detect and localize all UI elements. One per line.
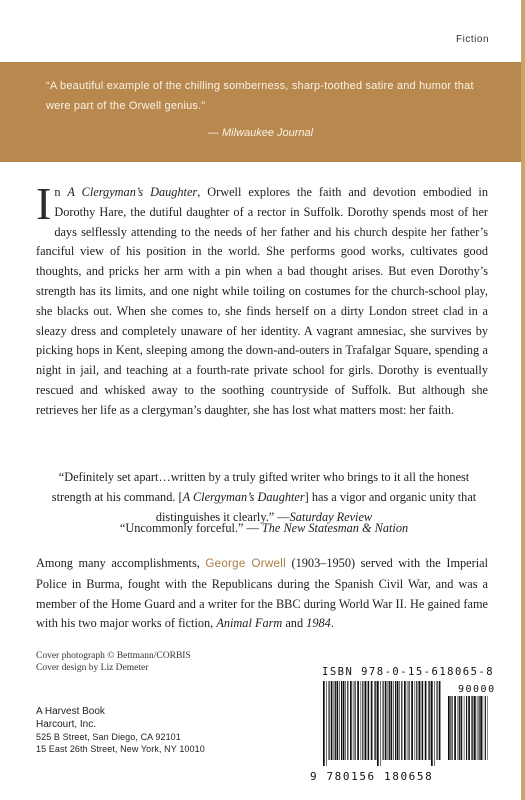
barcode-bar bbox=[357, 681, 359, 760]
barcode-bar bbox=[393, 681, 394, 760]
barcode-bar bbox=[474, 696, 476, 760]
barcode-bar bbox=[388, 681, 389, 760]
quote1-part2: ] has a vigor and organic unity that distinguishes it clearly.” — bbox=[155, 489, 477, 524]
review-quote-new-statesman bbox=[44, 519, 484, 539]
genre-label: Fiction bbox=[456, 34, 489, 45]
barcode-bar bbox=[389, 681, 390, 760]
barcode-bar bbox=[488, 696, 489, 760]
barcode-bar bbox=[362, 681, 363, 760]
barcode-bar bbox=[339, 681, 340, 760]
drop-cap: I bbox=[36, 178, 52, 229]
barcode-bar bbox=[464, 696, 465, 760]
barcode-bar bbox=[480, 696, 482, 760]
barcode-bar bbox=[368, 681, 369, 760]
barcode-bar bbox=[391, 681, 393, 760]
quote2-text: “Uncommonly forceful.” — bbox=[119, 521, 259, 535]
barcode-bar bbox=[483, 696, 484, 760]
barcode-bar bbox=[407, 681, 408, 760]
barcode-bar bbox=[466, 696, 467, 760]
quote1-source: Saturday Review bbox=[289, 509, 373, 524]
bio-work-1984: 1984 bbox=[306, 616, 331, 631]
barcode-bar bbox=[411, 681, 413, 760]
barcode-bar bbox=[365, 681, 367, 760]
author-bio bbox=[36, 554, 488, 634]
barcode-bar bbox=[334, 681, 335, 760]
barcode-bar bbox=[429, 681, 430, 760]
bio-work-animal-farm: Animal Farm bbox=[216, 616, 283, 631]
barcode-bar bbox=[419, 681, 421, 760]
barcode-bar bbox=[377, 681, 379, 766]
quote1-title: A Clergyman’s Daughter bbox=[182, 489, 305, 504]
barcode-bar bbox=[485, 696, 486, 760]
barcode-bar bbox=[397, 681, 399, 760]
bio-and: and bbox=[282, 616, 307, 631]
synopsis-text: , Orwell explores the faith and devotion embodied in Dorothy Hare, the dutiful daughter of a rector in Suffolk. Dorothy spends most of her days selflessly attending to the needs of her father and his church despite her father’s fanciful view of his position in the world. She performs good works, cultivates good thoughts, and pricks her arm with a pin when a bad thought arises. But even Dorothy’s strength has its limits, and one night while toiling on costumes for the church-school play, she blacks out. When she comes to, she finds herself on a dirty London street clad in a sleazy dress and completely unaware of her identity. A vagrant amnesiac, she survives by picking hops in Kent, sleeping among the down-and-outers in Trafalgar Square, spending a night in jail, and teaching at a fourth-rate private school for girls. Dorothy is eventually rescued and whisked away to the soothing countryside of Suffolk. But although she retrieves her life as a clergyman’s daughter, she has lost what matters most: her faith. bbox=[36, 185, 489, 417]
barcode-bar bbox=[350, 681, 352, 760]
publisher-imprint: A Harvest Book bbox=[36, 706, 105, 717]
banner-source-name: Milwaukee Journal bbox=[221, 127, 314, 139]
synopsis-book-title: A Clergyman’s Daughter bbox=[67, 185, 198, 199]
barcode-bar bbox=[450, 696, 451, 760]
publisher-name: Harcourt, Inc. bbox=[36, 719, 97, 730]
barcode-bar bbox=[380, 681, 381, 766]
barcode-bar bbox=[431, 681, 433, 766]
barcode-bar bbox=[335, 681, 336, 760]
barcode-bar bbox=[401, 681, 402, 760]
barcode-bar bbox=[353, 681, 354, 760]
barcode-bar bbox=[331, 681, 333, 760]
barcode-bar bbox=[471, 696, 472, 760]
barcode-bar bbox=[421, 681, 422, 760]
barcode-bar bbox=[374, 681, 375, 760]
barcode-bar bbox=[383, 681, 384, 760]
barcode-bar bbox=[323, 681, 325, 766]
synopsis-lead: n bbox=[54, 185, 68, 199]
barcode-bar bbox=[337, 681, 339, 760]
spine-edge-strip bbox=[521, 0, 525, 800]
publisher-block bbox=[36, 705, 205, 755]
barcode-bar bbox=[343, 681, 345, 760]
bio-text: (1903–1950) served with the Imperial Police in Burma, fought with the Republicans during the Spanish Civil War, and was a member of the Home Guard and a writer for the BBC during World War II. He gained fame with his two major works of fiction, bbox=[36, 556, 488, 631]
banner-quote: “A beautiful example of the chilling somberness, sharp-toothed satire and humor that were part of the Orwell genius.” bbox=[46, 80, 474, 112]
barcode-bar bbox=[385, 681, 387, 760]
barcode-bar bbox=[437, 681, 438, 760]
barcode-bar bbox=[361, 681, 362, 760]
ean-barcode bbox=[322, 681, 442, 766]
publisher-address-1: 525 B Street, San Diego, CA 92101 bbox=[36, 732, 181, 742]
barcode-digits: 9 780156 180658 bbox=[310, 770, 434, 783]
barcode-bar bbox=[399, 681, 400, 760]
barcode-bar bbox=[347, 681, 348, 760]
synopsis-paragraph bbox=[36, 178, 489, 421]
review-banner bbox=[0, 62, 521, 162]
barcode-bar bbox=[329, 681, 330, 760]
barcode-bar bbox=[448, 696, 450, 760]
barcode-bar bbox=[468, 696, 470, 760]
barcode-bar bbox=[404, 681, 406, 760]
barcode-bar bbox=[355, 681, 356, 760]
barcode-bar bbox=[439, 681, 441, 760]
barcode-bar bbox=[479, 696, 480, 760]
barcode-bar bbox=[341, 681, 342, 760]
quote1-part1: “Definitely set apart…written by a truly gifted writer who brings to it all the honest strength at his command. [ bbox=[51, 470, 470, 504]
barcode-bar bbox=[428, 681, 429, 760]
barcode-bar bbox=[371, 681, 373, 760]
barcode-bar bbox=[434, 681, 435, 766]
barcode-bar bbox=[395, 681, 396, 760]
barcode-bar bbox=[458, 696, 459, 760]
barcode-bar bbox=[452, 696, 453, 760]
barcode-bar bbox=[326, 681, 327, 766]
cover-credits bbox=[36, 650, 191, 674]
quote2-source: The New Statesman & Nation bbox=[261, 521, 409, 535]
barcode-bar bbox=[367, 681, 368, 760]
publisher-address-2: 15 East 26th Street, New York, NY 10010 bbox=[36, 744, 205, 754]
barcode-bar bbox=[461, 696, 463, 760]
photo-credit: Cover photograph © Bettmann/CORBIS bbox=[36, 651, 191, 661]
barcode-bar bbox=[422, 681, 423, 760]
barcode-bar bbox=[454, 696, 456, 760]
barcode-bar bbox=[345, 681, 346, 760]
barcode-bar bbox=[459, 696, 460, 760]
barcode-bar bbox=[416, 681, 417, 760]
design-credit: Cover design by Liz Demeter bbox=[36, 663, 149, 673]
barcode-bar bbox=[375, 681, 376, 760]
barcode-bar bbox=[477, 696, 478, 760]
barcode-bar bbox=[472, 696, 473, 760]
price-code: 90000 bbox=[458, 684, 496, 695]
isbn-label: ISBN 978-0-15-618065-8 bbox=[322, 666, 495, 678]
banner-source: — Milwaukee Journal bbox=[207, 127, 314, 139]
barcode-bar bbox=[425, 681, 427, 760]
bio-end: . bbox=[330, 616, 334, 631]
barcode-bar bbox=[415, 681, 416, 760]
author-name: George Orwell bbox=[205, 558, 286, 570]
price-addon-barcode bbox=[447, 696, 489, 766]
bio-lead: Among many accomplishments, bbox=[36, 556, 206, 570]
barcode-bar bbox=[409, 681, 410, 760]
